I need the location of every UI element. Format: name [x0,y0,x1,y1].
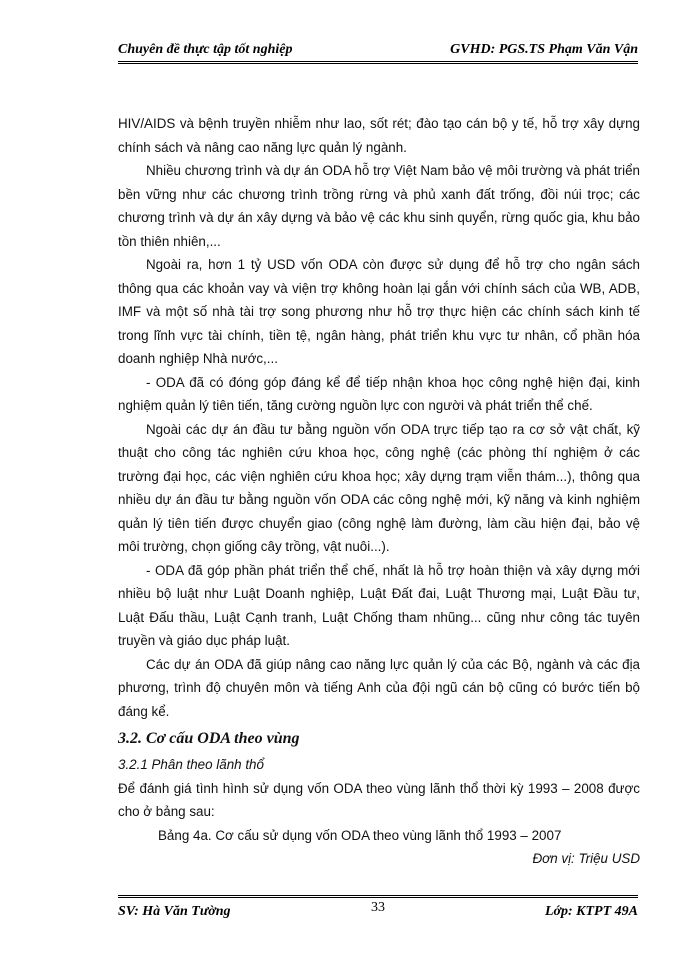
section-heading: 3.2. Cơ cấu ODA theo vùng [118,730,300,747]
footer-rule [118,895,638,898]
paragraph: Nhiều chương trình và dự án ODA hỗ trợ Việt Nam bảo vệ môi trường và phát triển bền vững như các chương trình trồng rừng và phủ xanh đất trống, đồi núi trọc; các chương trình và dự án xây dựng và bảo vệ các khu sinh quyển, rừng quốc gia, khu bảo tồn thiên nhiên,... [118,163,640,249]
paragraph: HIV/AIDS và bệnh truyền nhiễm như lao, sốt rét; đào tạo cán bộ y tế, hỗ trợ xây dựng chính sách và nâng cao năng lực quản lý ngành. [118,116,640,155]
subsection-heading: 3.2.1 Phân theo lãnh thổ [118,757,264,772]
header-rule [118,61,638,64]
footer-class: Lớp: KTPT 49A [544,904,638,919]
paragraph: Ngoài các dự án đầu tư bằng nguồn vốn ODA trực tiếp tạo ra cơ sở vật chất, kỹ thuật cho công tác nghiên cứu khoa học, công nghệ (các phòng thí nghiệm ở các trường đại học, các viện nghiên cứu khoa học; xây dựng trạm viễn thám...), thông qua nhiều dự án đầu tư bằng nguồn vốn ODA các công nghệ mới, kỹ năng và kinh nghiệm quản lý tiên tiến được chuyển giao (công nghệ làm đường, làm cầu hiện đại, bảo vệ môi trường, chọn giống cây trồng, vật nuôi...). [118,421,640,554]
page-body [118,112,640,871]
page-header [118,38,638,62]
table-unit: Đơn vị: Triệu USD [532,851,640,866]
header-title: Chuyên đề thực tập tốt nghiệp [118,42,293,57]
paragraph: - ODA đã có đóng góp đáng kể để tiếp nhận khoa học công nghệ hiện đại, kinh nghiệm quản lý tiên tiến, tăng cường nguồn lực con người và phát triển thể chế. [118,374,640,413]
paragraph: - ODA đã góp phần phát triển thể chế, nhất là hỗ trợ hoàn thiện và xây dựng mới nhiều bộ luật như Luật Doanh nghiệp, Luật Đất đai, Luật Thương mại, Luật Đầu tư, Luật Đấu thầu, Luật Cạnh tranh, Luật Chống tham nhũng... cũng như công tác tuyên truyền và giáo dục pháp luật. [118,562,640,648]
page-footer [118,900,638,922]
table-caption: Bảng 4a. Cơ cấu sử dụng vốn ODA theo vùng lãnh thổ 1993 – 2007 [158,827,562,843]
page-number: 33 [371,900,385,915]
paragraph: Ngoài ra, hơn 1 tỷ USD vốn ODA còn được sử dụng để hỗ trợ cho ngân sách thông qua các khoản vay và viện trợ không hoàn lại gắn với chính sách của WB, ADB, IMF và một số nhà tài trợ song phương như hỗ trợ thực hiện các chính sách kinh tế trong lĩnh vực tài chính, tiền tệ, ngân hàng, phát triển khu vực tư nhân, cổ phần hóa doanh nghiệp Nhà nước,... [118,257,640,366]
paragraph: Để đánh giá tình hình sử dụng vốn ODA theo vùng lãnh thổ thời kỳ 1993 – 2008 được cho ở bảng sau: [118,780,640,819]
paragraph: Các dự án ODA đã giúp nâng cao năng lực quản lý của các Bộ, ngành và các địa phương, trình độ chuyên môn và tiếng Anh của đội ngũ cán bộ cũng có bước tiến bộ đáng kể. [118,656,640,719]
header-advisor: GVHD: PGS.TS Phạm Văn Vận [450,42,638,57]
footer-student: SV: Hà Văn Tường [118,904,231,919]
